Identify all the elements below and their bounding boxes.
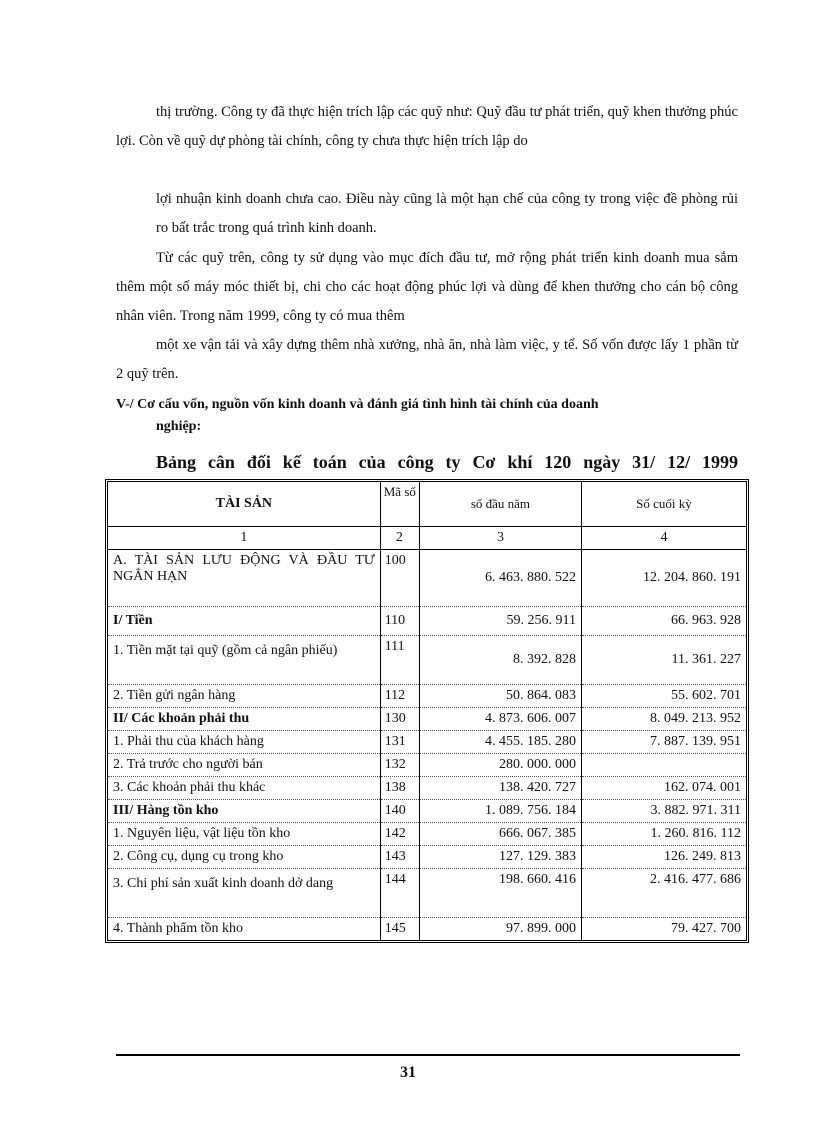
row-start-value: 59. 256. 911	[419, 607, 581, 636]
row-code: 138	[380, 777, 419, 800]
row-code: 144	[380, 869, 419, 918]
footer-divider	[116, 1054, 740, 1056]
row-label: 2. Tiền gửi ngân hàng	[108, 685, 380, 708]
header-start-of-year: số đầu năm	[419, 482, 581, 527]
row-label: 1. Phải thu của khách hàng	[108, 731, 380, 754]
column-number: 3	[419, 527, 581, 550]
row-code: 143	[380, 846, 419, 869]
table-row	[108, 800, 746, 823]
table-row	[108, 823, 746, 846]
row-start-value: 4. 873. 606. 007	[419, 708, 581, 731]
row-start-value: 4. 455. 185. 280	[419, 731, 581, 754]
row-start-value: 280. 000. 000	[419, 754, 581, 777]
paragraph-fund-usage: Từ các quỹ trên, công ty sử dụng vào mục đích đầu tư, mở rộng phát triển kinh doanh mua sắm thêm một số máy móc thiết bị, chi cho các hoạt động phúc lợi và dùng để khen thưởng cho cán bộ công nhân viên. Trong năm 1999, công ty có mua thêm	[116, 250, 738, 324]
table-row	[108, 685, 746, 708]
row-end-value: 66. 963. 928	[581, 607, 746, 636]
page-number: 31	[400, 1064, 416, 1081]
row-start-value: 97. 899. 000	[419, 918, 581, 941]
row-label: 2. Trả trước cho người bán	[108, 754, 380, 777]
row-start-value: 50. 864. 083	[419, 685, 581, 708]
row-start-value: 666. 067. 385	[419, 823, 581, 846]
row-end-value: 11. 361. 227	[581, 636, 746, 685]
table-row	[108, 846, 746, 869]
row-code: 131	[380, 731, 419, 754]
row-start-value: 198. 660. 416	[419, 869, 581, 918]
row-label: A. TÀI SẢN LƯU ĐỘNG VÀ ĐẦU TƯ NGẮN HẠN	[108, 550, 380, 607]
paragraph-profit-limitation: lợi nhuận kinh doanh chưa cao. Điều này cũng là một hạn chế của công ty trong việc đề phòng rủi ro bất trắc trong quá trình kinh doanh.	[156, 191, 738, 236]
table-row	[108, 636, 746, 685]
row-label: II/ Các khoản phải thu	[108, 708, 380, 731]
row-code: 130	[380, 708, 419, 731]
row-label: 1. Tiền mặt tại quỹ (gồm cả ngân phiếu)	[108, 636, 380, 685]
row-label: 3. Các khoản phải thu khác	[108, 777, 380, 800]
header-end-of-period: Số cuối kỳ	[581, 482, 746, 527]
row-end-value: 2. 416. 477. 686	[581, 869, 746, 918]
row-end-value: 126. 249. 813	[581, 846, 746, 869]
row-label: 1. Nguyên liệu, vật liệu tồn kho	[108, 823, 380, 846]
row-end-value: 3. 882. 971. 311	[581, 800, 746, 823]
table-row	[108, 731, 746, 754]
balance-sheet-table	[105, 479, 749, 943]
row-label: III/ Hàng tồn kho	[108, 800, 380, 823]
row-start-value: 138. 420. 727	[419, 777, 581, 800]
table-title: Bảng cân đối kế toán của công ty Cơ khí 120 ngày 31/ 12/ 1999	[156, 452, 738, 472]
table-header-row	[108, 482, 746, 527]
column-number: 4	[581, 527, 746, 550]
table-row	[108, 708, 746, 731]
row-label: 2. Công cụ, dụng cụ trong kho	[108, 846, 380, 869]
row-code: 132	[380, 754, 419, 777]
row-start-value: 6. 463. 880. 522	[419, 550, 581, 607]
paragraph-funds: thị trường. Công ty đã thực hiện trích lập các quỹ như: Quỹ đầu tư phát triển, quỹ khen thưởng phúc lợi. Còn về quỹ dự phòng tài chính, công ty chưa thực hiện trích lập do	[116, 104, 738, 149]
row-code: 145	[380, 918, 419, 941]
row-end-value: 7. 887. 139. 951	[581, 731, 746, 754]
table-row	[108, 754, 746, 777]
table-row	[108, 918, 746, 941]
row-code: 111	[380, 636, 419, 685]
row-code: 142	[380, 823, 419, 846]
row-end-value: 162. 074. 001	[581, 777, 746, 800]
row-end-value: 1. 260. 816. 112	[581, 823, 746, 846]
row-start-value: 8. 392. 828	[419, 636, 581, 685]
row-start-value: 127. 129. 383	[419, 846, 581, 869]
section-heading	[116, 394, 738, 438]
table-row	[108, 607, 746, 636]
paragraph-purchases: một xe vận tải và xây dựng thêm nhà xưởng, nhà ăn, nhà làm việc, y tế. Số vốn được lấy 1 phần từ 2 quỹ trên.	[116, 337, 738, 382]
row-end-value: 8. 049. 213. 952	[581, 708, 746, 731]
row-end-value: 55. 602. 701	[581, 685, 746, 708]
column-number: 2	[380, 527, 419, 550]
row-label: 3. Chi phí sản xuất kinh doanh dở dang	[108, 869, 380, 918]
row-start-value: 1. 089. 756. 184	[419, 800, 581, 823]
column-number-row	[108, 527, 746, 550]
header-assets: TÀI SẢN	[108, 482, 380, 527]
header-code: Mã số	[380, 482, 419, 527]
row-label: 4. Thành phẩm tồn kho	[113, 921, 244, 936]
row-end-value	[581, 754, 746, 777]
row-code: 112	[380, 685, 419, 708]
section-heading-line2: nghiệp:	[156, 419, 202, 434]
row-code: 100	[380, 550, 419, 607]
row-end-value: 79. 427. 700	[581, 918, 746, 941]
row-code: 110	[380, 607, 419, 636]
row-label: I/ Tiền	[108, 607, 380, 636]
table-row	[108, 550, 746, 607]
table-row	[108, 869, 746, 918]
column-number: 1	[108, 527, 380, 550]
row-end-value: 12. 204. 860. 191	[581, 550, 746, 607]
section-heading-line1: V-/ Cơ cấu vốn, nguồn vốn kinh doanh và đánh giá tình hình tài chính của doanh	[116, 397, 599, 412]
table-row	[108, 777, 746, 800]
row-code: 140	[380, 800, 419, 823]
